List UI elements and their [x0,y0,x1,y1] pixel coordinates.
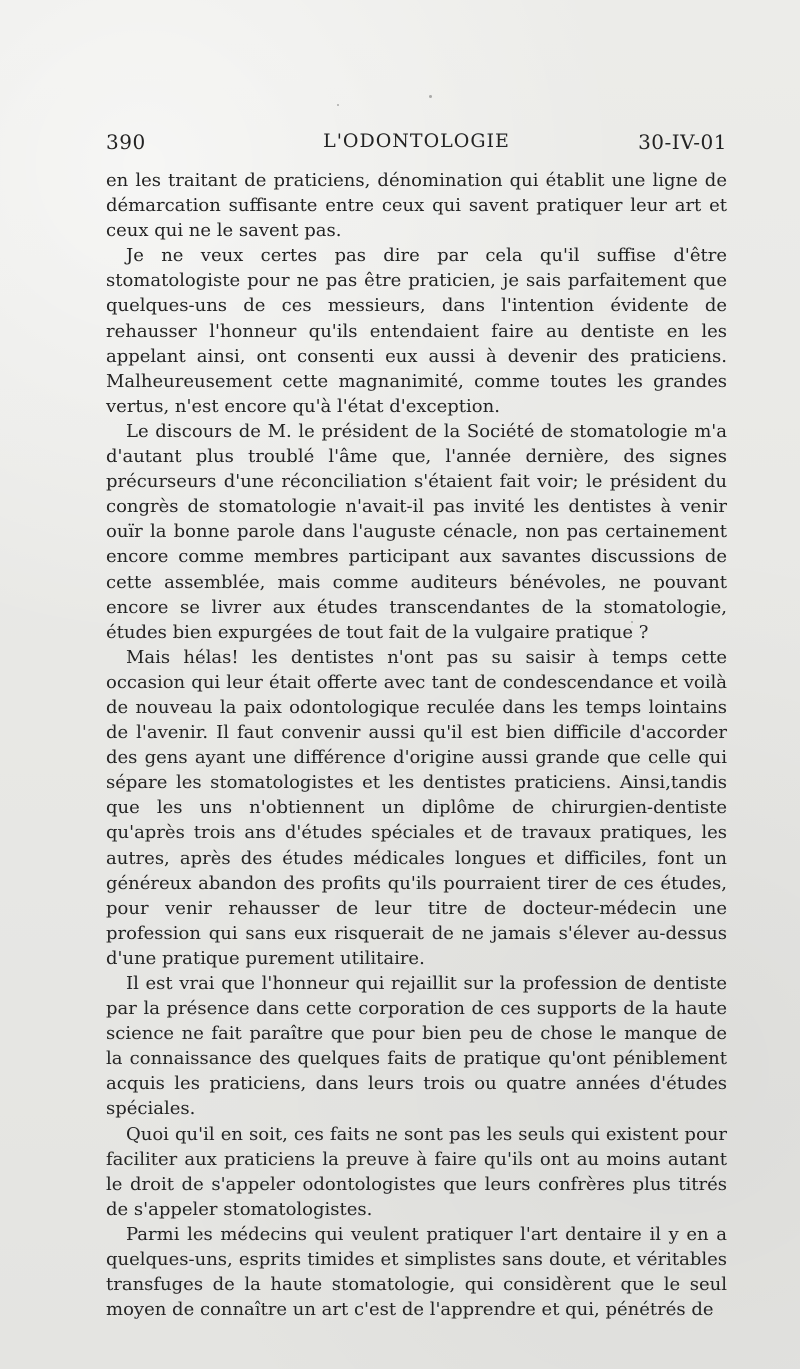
paragraph-honneur: Il est vrai que l'honneur qui rejaillit sur la profession de dentiste par la présence dans cette corporation de ces supports de la haute science ne fait paraître que pour bien peu de chose le manque de la connaissance des quelques faits de pratique qu'ont péniblement acquis les praticiens, dans leurs trois ou quatre années d'études spéciales. [106,973,727,1120]
article-body [106,168,727,1322]
paper-speck [337,104,339,106]
paragraph-quoi-qu-il-en-soit: Quoi qu'il en soit, ces faits ne sont pas les seuls qui existent pour faciliter aux praticiens la preuve à faire qu'ils ont au moins autant le droit de s'appeler odontologistes que leurs confrères plus titrés de s'appeler stomatologistes. [106,1123,727,1220]
running-header [106,130,727,162]
issue-date: 30-IV-01 [638,130,727,154]
page-number: 390 [106,130,146,154]
paragraph-discours: Le discours de M. le président de la Société de stomatologie m'a d'autant plus troublé l'âme que, l'année dernière, des signes précurseurs d'une réconciliation s'étaient fait voir; le président du congrès de stomatologie n'avait-il pas invité les dentistes à venir ouïr la bonne parole dans l'auguste cénacle, non pas certainement encore comme membres participant aux savantes discussions de cette assemblée, mais comme auditeurs bénévoles, ne pouvant encore se livrer aux études transcendantes de la stomatologie, études bien expurgées de tout fait de la vulgaire pratique ? [106,420,727,643]
paragraph-mais-helas: Mais hélas! les dentistes n'ont pas su saisir à temps cette occasion qui leur était offerte avec tant de condescendance et voilà de nouveau la paix odontologique reculée dans les temps lointains de l'avenir. Il faut convenir aussi qu'il est bien difficile d'accorder des gens ayant une différence d'origine aussi grande que celle qui sépare les stomatologistes et les dentistes praticiens. Ainsi,tandis que les uns n'obtiennent un diplôme de chirurgien-dentiste qu'après trois ans d'études spéciales et de travaux pratiques, les autres, après des études médicales longues et difficiles, font un généreux abandon des profits qu'ils pourraient tirer de ces études, pour venir rehausser de leur titre de docteur-médecin une profession qui sans eux risquerait de ne jamais s'élever au-dessus d'une pratique purement utilitaire. [106,646,727,969]
journal-title: L'ODONTOLOGIE [323,130,510,152]
paragraph-continuation: en les traitant de praticiens, dénomination qui établit une ligne de démarcation suffisante entre ceux qui savent pratiquer leur art et ceux qui ne le savent pas. [106,170,727,242]
paragraph-parmi-les-medecins: Parmi les médecins qui veulent pratiquer l'art dentaire il y en a quelques-uns, esprits timides et simplistes sans doute, et véritables transfuges de la haute stomatologie, qui considèrent que le seul moyen de connaître un art c'est de l'apprendre et qui, pénétrés de [106,1223,727,1321]
paragraph-stomatologiste: Je ne veux certes pas dire par cela qu'il suffise d'être stomatologiste pour ne pas être praticien, je sais parfaitement que quelques-uns de ces messieurs, dans l'intention évidente de rehausser l'honneur qu'ils entendaient faire au dentiste en les appelant ainsi, ont consenti eux aussi à devenir des praticiens. Malheureusement cette magnanimité, comme toutes les grandes vertus, n'est encore qu'à l'état d'exception. [106,245,727,417]
paper-speck [429,95,432,98]
